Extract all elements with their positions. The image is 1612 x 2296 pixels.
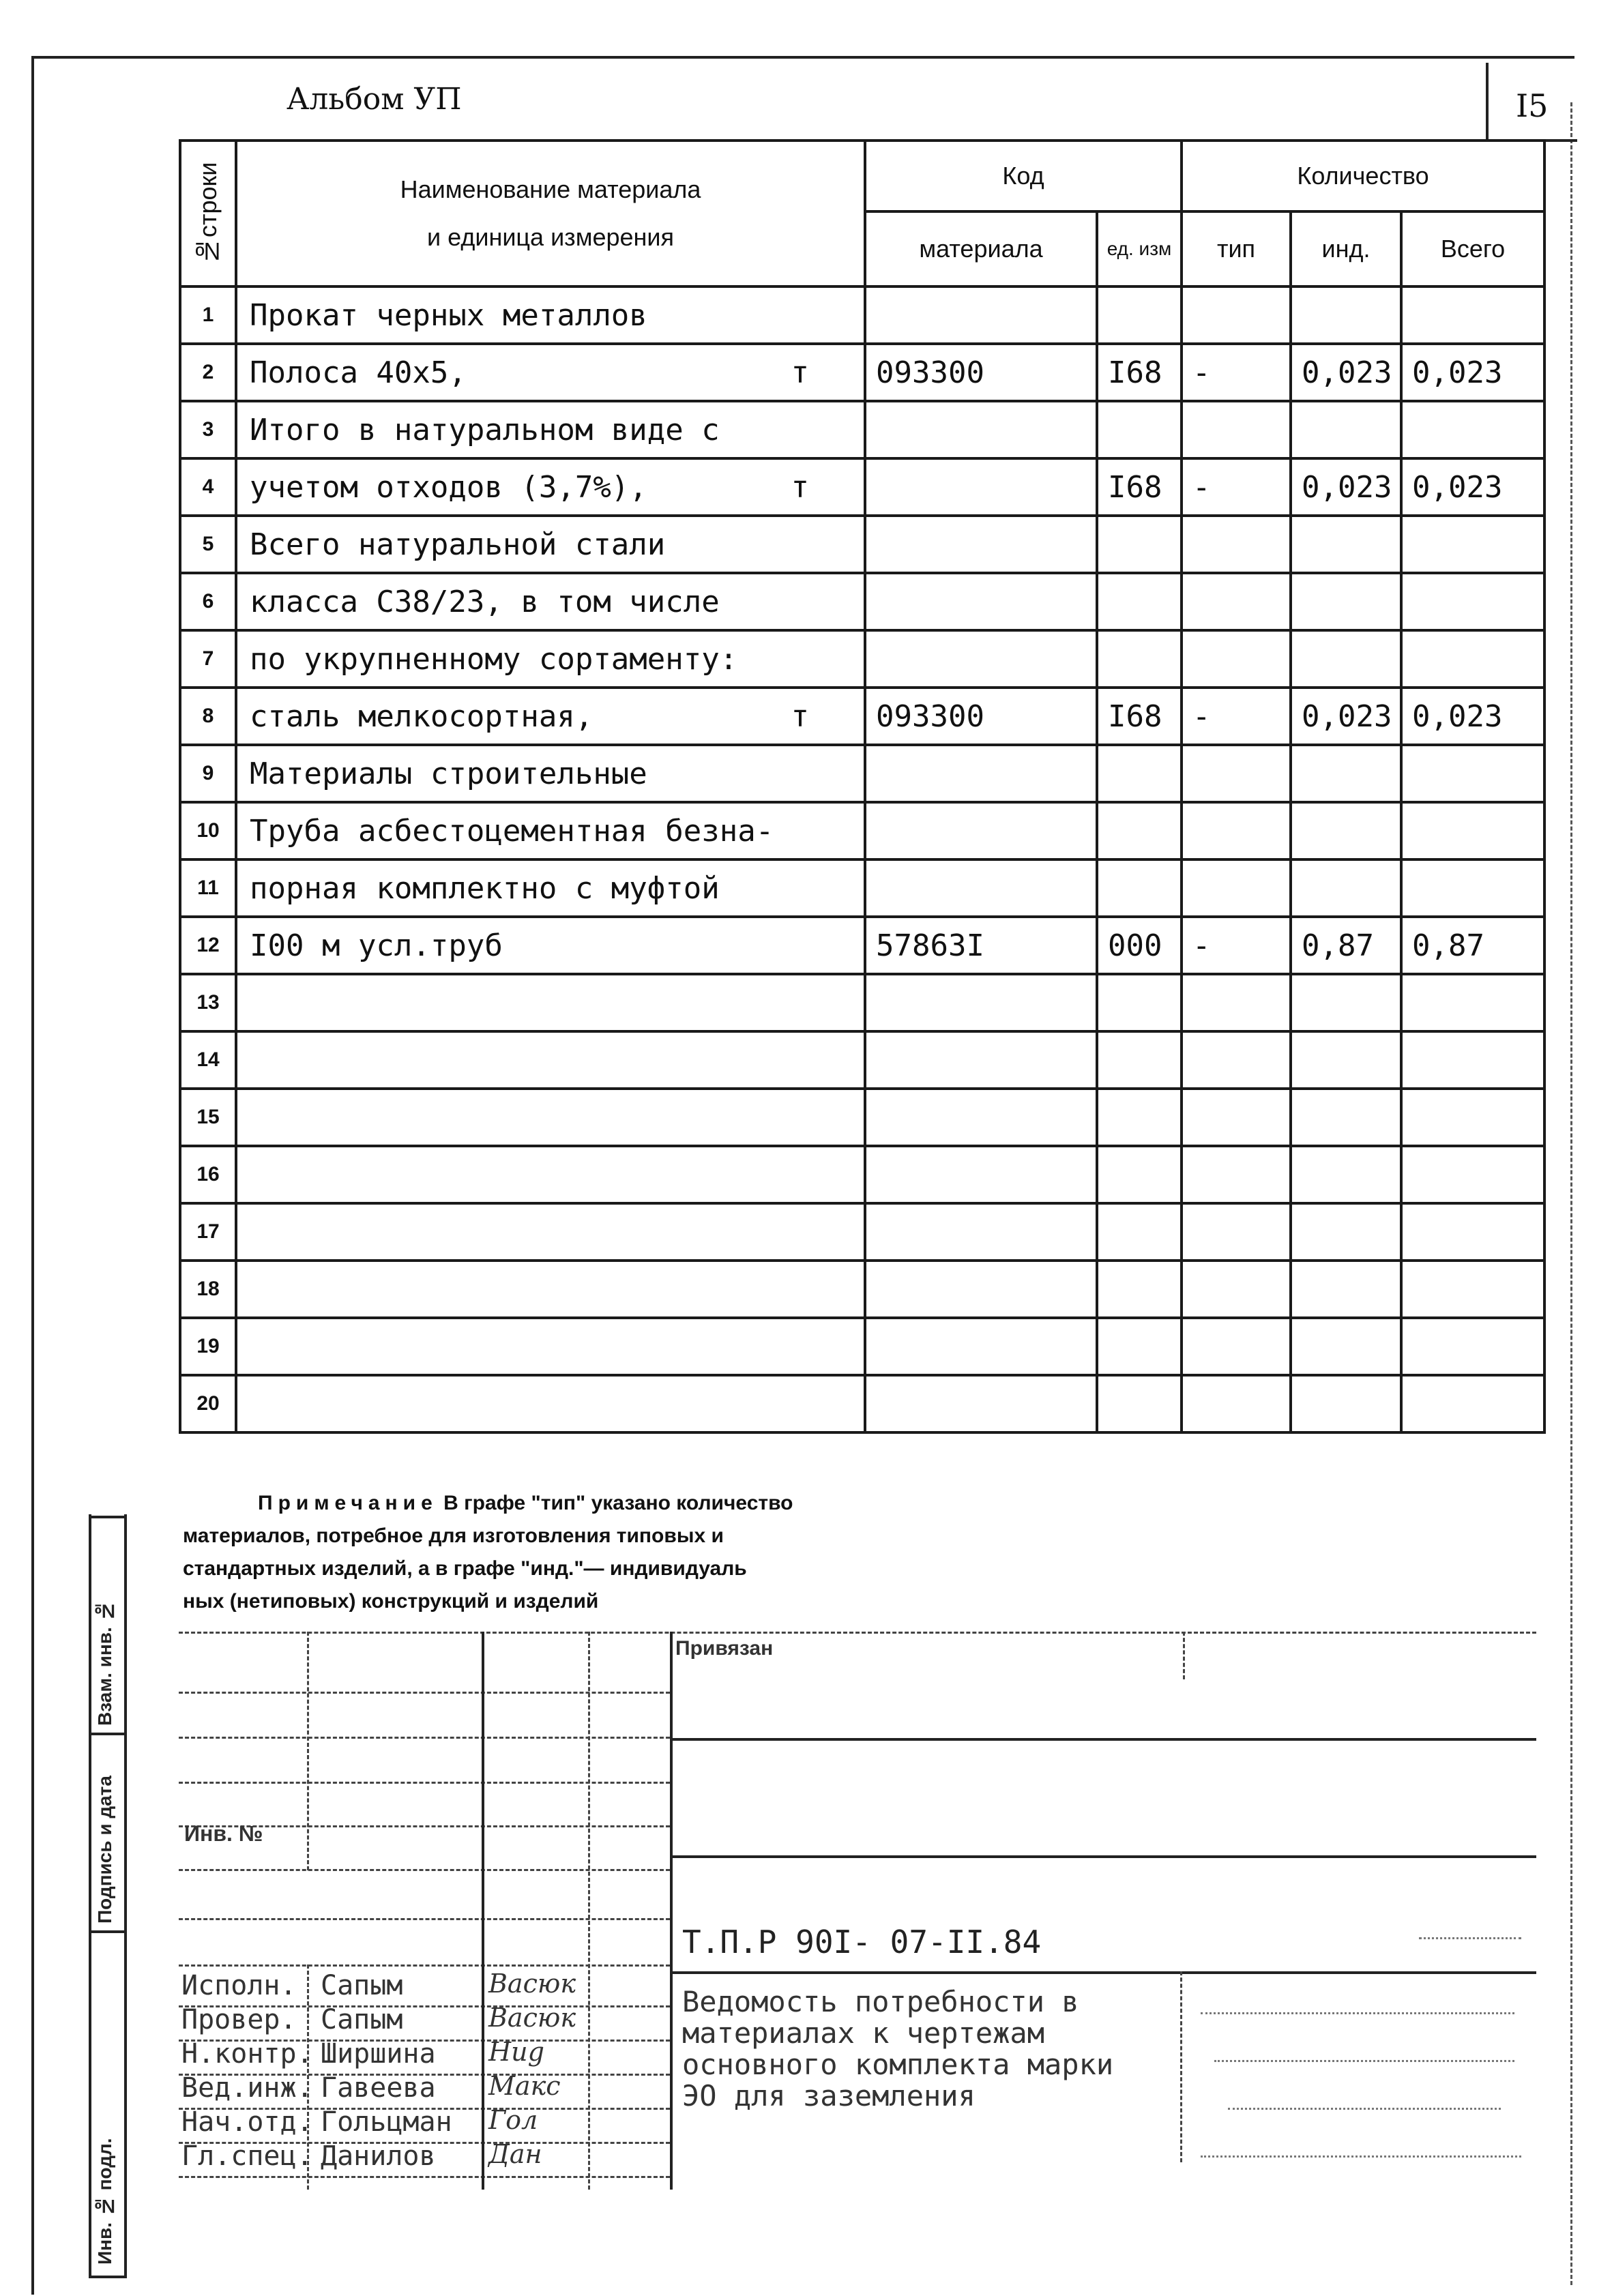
signature: Гол bbox=[488, 2105, 538, 2135]
row-tip bbox=[1182, 1318, 1291, 1375]
table-row bbox=[180, 1146, 1544, 1203]
stamp-line bbox=[670, 1738, 1536, 1741]
signature: Hug bbox=[488, 2037, 544, 2067]
table-row bbox=[180, 401, 1544, 458]
row-name bbox=[236, 458, 865, 516]
row-tip: - bbox=[1182, 688, 1291, 745]
row-number: 18 bbox=[180, 1261, 236, 1318]
header-ind: инд. bbox=[1291, 211, 1401, 286]
table-row bbox=[180, 917, 1544, 974]
stamp-name: Сапым bbox=[321, 1970, 403, 2001]
row-ind bbox=[1291, 974, 1401, 1031]
table-row bbox=[180, 688, 1544, 745]
row-code bbox=[865, 1031, 1097, 1089]
row-ind bbox=[1291, 1375, 1401, 1432]
row-unit: т bbox=[791, 355, 809, 390]
faint-mark bbox=[1201, 2155, 1521, 2158]
row-ind bbox=[1291, 859, 1401, 917]
row-ind bbox=[1291, 745, 1401, 802]
row-number: 15 bbox=[180, 1089, 236, 1146]
row-total: 0,023 bbox=[1401, 344, 1544, 401]
stamp-line bbox=[588, 1632, 590, 2190]
row-number: 2 bbox=[180, 344, 236, 401]
stamp-line bbox=[1183, 1632, 1185, 1679]
header-unit: ед. изм bbox=[1097, 211, 1182, 286]
side-strip-right-line bbox=[124, 1514, 127, 2278]
signature: Макс bbox=[488, 2071, 561, 2101]
table-row bbox=[180, 573, 1544, 630]
row-code bbox=[865, 516, 1097, 573]
row-name-text: Всего натуральной стали bbox=[250, 527, 666, 562]
row-code: 093300 bbox=[865, 344, 1097, 401]
row-name-text: учетом отходов (3,7%), bbox=[250, 469, 647, 505]
stamp-line bbox=[670, 1971, 1536, 1974]
table-row bbox=[180, 1375, 1544, 1432]
header-total: Всего bbox=[1401, 211, 1544, 286]
row-ed bbox=[1097, 1375, 1182, 1432]
row-code bbox=[865, 1146, 1097, 1203]
row-ed bbox=[1097, 630, 1182, 688]
row-code bbox=[865, 1375, 1097, 1432]
note-line2: материалов, потребное для изготовления типовых и bbox=[183, 1525, 724, 1547]
side-strip-left-line bbox=[89, 1514, 91, 2278]
row-code bbox=[865, 458, 1097, 516]
row-number: 12 bbox=[180, 917, 236, 974]
row-total: 0,023 bbox=[1401, 688, 1544, 745]
signature: Васюк bbox=[488, 1969, 576, 1999]
stamp-line bbox=[179, 1918, 670, 1920]
row-number: 3 bbox=[180, 401, 236, 458]
row-name-text: Труба асбестоцементная безна- bbox=[250, 813, 774, 849]
inv-no-label: Инв. № bbox=[184, 1821, 263, 1846]
row-name bbox=[236, 859, 865, 917]
row-ed bbox=[1097, 1318, 1182, 1375]
table-row bbox=[180, 344, 1544, 401]
row-unit: т bbox=[791, 698, 809, 734]
row-name bbox=[236, 286, 865, 344]
note-line1 bbox=[183, 1487, 1001, 1520]
stamp-line bbox=[670, 1632, 673, 2190]
row-name bbox=[236, 917, 865, 974]
row-ind bbox=[1291, 516, 1401, 573]
stamp-line bbox=[179, 1782, 670, 1784]
faint-mark bbox=[1228, 2108, 1501, 2110]
table-row bbox=[180, 630, 1544, 688]
row-number: 14 bbox=[180, 1031, 236, 1089]
row-total bbox=[1401, 516, 1544, 573]
row-total bbox=[1401, 401, 1544, 458]
stamp-name: Сапым bbox=[321, 2004, 403, 2035]
row-ed bbox=[1097, 1261, 1182, 1318]
table-row bbox=[180, 286, 1544, 344]
row-ed bbox=[1097, 1031, 1182, 1089]
row-name-text: класса С38/23, в том числе bbox=[250, 584, 720, 619]
privyazan-label: Привязан bbox=[675, 1637, 774, 1660]
side-label-vzam: Взам. инв. № bbox=[94, 1600, 115, 1726]
faint-mark bbox=[1201, 2012, 1514, 2014]
faint-mark bbox=[1419, 1937, 1521, 1939]
row-code bbox=[865, 1089, 1097, 1146]
row-tip bbox=[1182, 1031, 1291, 1089]
table-row bbox=[180, 802, 1544, 859]
row-total bbox=[1401, 745, 1544, 802]
row-total bbox=[1401, 573, 1544, 630]
row-ind bbox=[1291, 1031, 1401, 1089]
row-ind bbox=[1291, 1318, 1401, 1375]
row-name bbox=[236, 1261, 865, 1318]
stamp-line bbox=[307, 1632, 309, 1870]
table-row bbox=[180, 458, 1544, 516]
row-total bbox=[1401, 1203, 1544, 1261]
row-name bbox=[236, 974, 865, 1031]
row-number: 16 bbox=[180, 1146, 236, 1203]
header-name bbox=[236, 141, 865, 286]
header-name-line1: Наименование материала bbox=[400, 175, 701, 203]
row-name-text: Итого в натуральном виде с bbox=[250, 412, 720, 447]
row-tip: - bbox=[1182, 458, 1291, 516]
table-row bbox=[180, 516, 1544, 573]
row-tip bbox=[1182, 1089, 1291, 1146]
stamp-line bbox=[179, 1632, 1536, 1634]
row-total: 0,87 bbox=[1401, 917, 1544, 974]
note-line4: ных (нетиповых) конструкций и изделий bbox=[183, 1590, 599, 1613]
stamp-role: Вед.инж. bbox=[181, 2072, 313, 2104]
row-tip bbox=[1182, 516, 1291, 573]
row-total bbox=[1401, 802, 1544, 859]
row-ed bbox=[1097, 286, 1182, 344]
stamp-role: Н.контр. bbox=[181, 2038, 313, 2070]
row-code: 57863I bbox=[865, 917, 1097, 974]
header-code-group: Код bbox=[865, 141, 1182, 211]
row-ind: 0,87 bbox=[1291, 917, 1401, 974]
row-number: 6 bbox=[180, 573, 236, 630]
header-name-line2: и единица измерения bbox=[426, 223, 674, 251]
stamp-name: Гольцман bbox=[321, 2106, 452, 2138]
row-number: 19 bbox=[180, 1318, 236, 1375]
stamp-role: Нач.отд. bbox=[181, 2106, 313, 2138]
signature: Васюк bbox=[488, 2003, 576, 2033]
row-number: 4 bbox=[180, 458, 236, 516]
row-name bbox=[236, 1203, 865, 1261]
row-name-text: порная комплектно с муфтой bbox=[250, 870, 720, 906]
row-tip bbox=[1182, 1261, 1291, 1318]
row-number: 20 bbox=[180, 1375, 236, 1432]
row-tip: - bbox=[1182, 344, 1291, 401]
row-number: 11 bbox=[180, 859, 236, 917]
stamp-role: Гл.спец. bbox=[181, 2140, 313, 2172]
row-ed bbox=[1097, 859, 1182, 917]
stamp-line bbox=[179, 1737, 670, 1739]
row-code bbox=[865, 630, 1097, 688]
row-ed bbox=[1097, 1203, 1182, 1261]
stamp-name: Гавеева bbox=[321, 2072, 436, 2104]
row-ed bbox=[1097, 1089, 1182, 1146]
row-ind bbox=[1291, 630, 1401, 688]
row-unit: т bbox=[791, 469, 809, 505]
stamp-name: Данилов bbox=[321, 2140, 436, 2172]
row-total bbox=[1401, 286, 1544, 344]
row-code: 093300 bbox=[865, 688, 1097, 745]
row-ind bbox=[1291, 401, 1401, 458]
page-frame-right bbox=[1570, 102, 1572, 2285]
row-name-text: Материалы строительные bbox=[250, 756, 647, 791]
note-block bbox=[183, 1487, 1001, 1618]
row-tip bbox=[1182, 745, 1291, 802]
row-number: 7 bbox=[180, 630, 236, 688]
row-name bbox=[236, 1318, 865, 1375]
table-row bbox=[180, 1031, 1544, 1089]
table-row bbox=[180, 1089, 1544, 1146]
row-code bbox=[865, 286, 1097, 344]
row-name bbox=[236, 1031, 865, 1089]
row-ind: 0,023 bbox=[1291, 688, 1401, 745]
row-name bbox=[236, 745, 865, 802]
row-number: 8 bbox=[180, 688, 236, 745]
row-total bbox=[1401, 1089, 1544, 1146]
header-material: материала bbox=[865, 211, 1097, 286]
row-name-text: Прокат черных металлов bbox=[250, 297, 647, 333]
side-strip-top bbox=[89, 1516, 124, 1518]
row-name-text: I00 м усл.труб bbox=[250, 928, 503, 963]
row-ed bbox=[1097, 573, 1182, 630]
row-number: 10 bbox=[180, 802, 236, 859]
table-row bbox=[180, 974, 1544, 1031]
row-tip bbox=[1182, 286, 1291, 344]
row-ind bbox=[1291, 573, 1401, 630]
row-tip bbox=[1182, 401, 1291, 458]
row-number: 1 bbox=[180, 286, 236, 344]
row-total bbox=[1401, 1375, 1544, 1432]
side-label-podpis: Подпись и дата bbox=[94, 1776, 115, 1924]
header-type: тип bbox=[1182, 211, 1291, 286]
side-strip-sep2 bbox=[89, 1930, 124, 1933]
side-strip-bottom bbox=[89, 2276, 124, 2278]
stamp-line bbox=[179, 1869, 670, 1871]
table-row bbox=[180, 859, 1544, 917]
row-total bbox=[1401, 1261, 1544, 1318]
row-tip bbox=[1182, 974, 1291, 1031]
row-name bbox=[236, 1375, 865, 1432]
stamp-line bbox=[179, 2176, 670, 2178]
row-tip bbox=[1182, 1146, 1291, 1203]
album-label: Альбом УП bbox=[287, 82, 462, 117]
row-code bbox=[865, 1318, 1097, 1375]
document-code: Т.П.Р 90I- 07-II.84 bbox=[682, 1924, 1042, 1960]
stamp-name: Ширшина bbox=[321, 2038, 436, 2070]
row-tip bbox=[1182, 630, 1291, 688]
stamp-line bbox=[670, 1855, 1536, 1858]
row-number: 9 bbox=[180, 745, 236, 802]
row-total bbox=[1401, 1146, 1544, 1203]
row-code bbox=[865, 859, 1097, 917]
row-tip bbox=[1182, 859, 1291, 917]
row-ind bbox=[1291, 1146, 1401, 1203]
row-total bbox=[1401, 1318, 1544, 1375]
row-name bbox=[236, 401, 865, 458]
row-name bbox=[236, 516, 865, 573]
row-ed bbox=[1097, 745, 1182, 802]
header-quantity-group: Количество bbox=[1182, 141, 1544, 211]
row-ed: I68 bbox=[1097, 458, 1182, 516]
row-tip bbox=[1182, 802, 1291, 859]
row-total bbox=[1401, 630, 1544, 688]
stamp-role: Исполн. bbox=[181, 1970, 297, 2001]
row-ed: I68 bbox=[1097, 688, 1182, 745]
row-code bbox=[865, 745, 1097, 802]
materials-table bbox=[179, 139, 1546, 1434]
table-row bbox=[180, 1203, 1544, 1261]
row-code bbox=[865, 1261, 1097, 1318]
stamp-line bbox=[179, 1692, 670, 1694]
row-ed: I68 bbox=[1097, 344, 1182, 401]
row-name bbox=[236, 630, 865, 688]
row-total bbox=[1401, 974, 1544, 1031]
row-name bbox=[236, 344, 865, 401]
row-ind bbox=[1291, 1089, 1401, 1146]
table-row bbox=[180, 1318, 1544, 1375]
note-line3: стандартных изделий, а в графе "инд."— индивидуаль bbox=[183, 1557, 747, 1580]
row-ind bbox=[1291, 286, 1401, 344]
row-name-text: по укрупненному сортаменту: bbox=[250, 641, 738, 677]
stamp-line bbox=[1180, 1971, 1182, 2162]
row-tip: - bbox=[1182, 917, 1291, 974]
row-number: 17 bbox=[180, 1203, 236, 1261]
row-ind bbox=[1291, 802, 1401, 859]
row-name bbox=[236, 573, 865, 630]
row-name-text: сталь мелкосортная, bbox=[250, 698, 593, 734]
row-code bbox=[865, 573, 1097, 630]
stamp-role: Провер. bbox=[181, 2004, 297, 2035]
faint-mark bbox=[1214, 2060, 1514, 2062]
row-name-text: Полоса 40x5, bbox=[250, 355, 467, 390]
row-name bbox=[236, 1146, 865, 1203]
row-name bbox=[236, 1089, 865, 1146]
note-text1: В графе "тип" указано количество bbox=[443, 1492, 793, 1514]
row-total: 0,023 bbox=[1401, 458, 1544, 516]
side-strip-sep1 bbox=[89, 1733, 124, 1735]
row-total bbox=[1401, 859, 1544, 917]
signature: Дан bbox=[488, 2139, 542, 2169]
row-ind: 0,023 bbox=[1291, 458, 1401, 516]
row-ind: 0,023 bbox=[1291, 344, 1401, 401]
table-row bbox=[180, 745, 1544, 802]
document-title: Ведомость потребности в материалах к чертежам основного комплекта марки ЭО для заземления bbox=[682, 1985, 1114, 2113]
page-number: I5 bbox=[1516, 87, 1549, 124]
row-total bbox=[1401, 1031, 1544, 1089]
row-name bbox=[236, 802, 865, 859]
row-tip bbox=[1182, 573, 1291, 630]
row-ed bbox=[1097, 401, 1182, 458]
stamp-line bbox=[179, 1964, 670, 1967]
row-code bbox=[865, 1203, 1097, 1261]
row-ind bbox=[1291, 1261, 1401, 1318]
row-code bbox=[865, 401, 1097, 458]
table-row bbox=[180, 1261, 1544, 1318]
row-ed bbox=[1097, 516, 1182, 573]
row-number: 13 bbox=[180, 974, 236, 1031]
row-ind bbox=[1291, 1203, 1401, 1261]
side-label-inv: Инв. № подл. bbox=[94, 2138, 115, 2265]
row-code bbox=[865, 802, 1097, 859]
row-ed bbox=[1097, 974, 1182, 1031]
stamp-line bbox=[482, 1632, 484, 2190]
row-ed bbox=[1097, 1146, 1182, 1203]
note-heading: Примечание bbox=[258, 1492, 438, 1514]
header-row-number: №строки bbox=[180, 141, 236, 286]
row-ed: 000 bbox=[1097, 917, 1182, 974]
row-number: 5 bbox=[180, 516, 236, 573]
row-ed bbox=[1097, 802, 1182, 859]
row-name bbox=[236, 688, 865, 745]
row-tip bbox=[1182, 1375, 1291, 1432]
row-tip bbox=[1182, 1203, 1291, 1261]
row-code bbox=[865, 974, 1097, 1031]
